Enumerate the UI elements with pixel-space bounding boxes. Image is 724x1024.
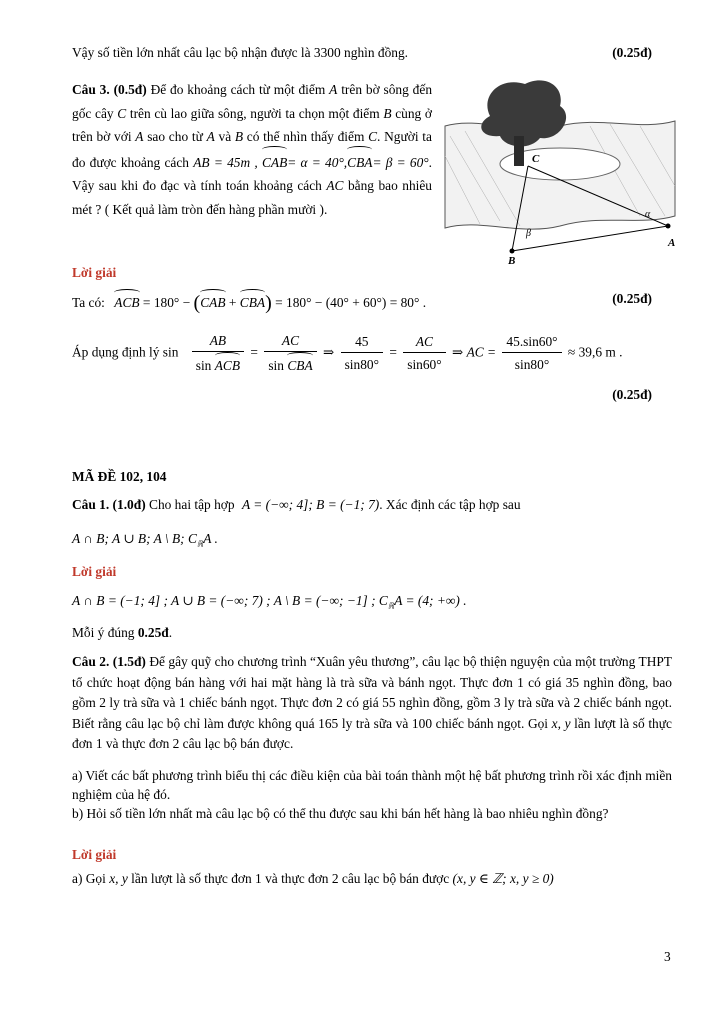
solution-3-heading: Lời giải (72, 265, 117, 280)
solution-2-heading: Lời giải (72, 847, 117, 862)
solution-1-heading: Lời giải (72, 564, 117, 579)
river-figure (440, 76, 680, 266)
question-2-part-a: a) Viết các bất phương trình biểu thị các điều kiện của bài toán thành một hệ bất phương trình rồi xác định miền nghiệm của hệ đó. (72, 768, 672, 802)
label-C: C (532, 153, 540, 165)
question-2: Câu 2. (1.5đ) Để gây quỹ cho chương trình “Xuân yêu thương”, câu lạc bộ thiện nguyện của một trường THPT tổ chức hoạt động bán hàng với hai mặt hàng là trà sữa và bánh ngọt. Thực đơn 1 có giá 35 nghìn đồng, bao gồm 2 ly trà sữa và 1 chiếc bánh ngọt. Thực đơn 2 có giá 55 nghìn đồng, gồm 3 ly trà sữa và 2 chiếc bánh ngọt. Biết rằng câu lạc bộ chỉ làm được không quá 165 ly trà sữa và 100 chiếc bánh ngọt. Gọi x, y lần lượt là số thực đơn 1 và thực đơn 2 câu lạc bộ bán được. (72, 654, 672, 751)
label-alpha: α (645, 209, 651, 220)
prev-conclusion: Vậy số tiền lớn nhất câu lạc bộ nhận được là 3300 nghìn đồng. (72, 45, 409, 60)
label-beta: β (526, 228, 531, 239)
label-A: A (668, 237, 676, 249)
score-sol3-1: (0.25đ) (612, 291, 652, 306)
sine-law-equation: Áp dụng định lý sin $\frac{AB}{\text{sin ACB}}$ = $\frac{AC}{\text{sin CBA}}$ ⇒ $\frac{45}{\sin 80^\circ}$ = $\frac{AC}{\sin 60^\circ}$ ⇒ AC = $\frac{45.\sin 60^\circ}{\sin 80^\circ}$ ≈ 39,6 m . (72, 332, 623, 375)
score-top: (0.25đ) (612, 45, 652, 60)
question-2-part-b: b) Hỏi số tiền lớn nhất mà câu lạc bộ có thể thu được sau khi bán hết hàng là bao nhiêu nghìn đồng? (72, 806, 609, 821)
question-1: Câu 1. (1.0đ) Cho hai tập hợp A = (−∞; 4]; B = (−1; 7). Xác định các tập hợp sau (72, 497, 521, 512)
label-B: B (508, 255, 516, 266)
score-sol3-2: (0.25đ) (612, 387, 652, 402)
page-number: 3 (664, 949, 671, 964)
solution-1-note: Mỗi ý đúng 0.25đ. (72, 625, 173, 640)
question-3: Câu 3. (0.5đ) Để đo khoảng cách từ một điểm A trên bờ sông đến gốc cây C trên cù lao giữa sông, người ta chọn một điểm B cùng ở trên bờ với A sao cho từ A và B có thể nhìn thấy điểm C. Người ta đo được khoảng cách AB = 45m , CAB= α = 40°,CBA= β = 60°. Vậy sau khi đo đạc và tính toán khoảng cách AC bằng bao nhiêu mét ? ( Kết quả làm tròn đến hàng phần mười ). (72, 82, 433, 217)
solution-1-answer: A ∩ B = (−1; 4] ; A ∪ B = (−∞; 7) ; A \ B = (−∞; −1] ; $C_ℝA = (4$; +∞) . (72, 593, 467, 611)
angle-equation: Ta có: ACB = 180° − (CAB + CBA) = 180° − (40° + 60°) = 80° . (72, 292, 427, 314)
question-1-sets: A ∩ B; A ∪ B; A \ B; $C_ℝA$ . (72, 531, 218, 549)
solution-2-part-a: a) Gọi x, y lần lượt là số thực đơn 1 và thực đơn 2 câu lạc bộ bán được (x, y ∈ ℤ; x, y ≥ 0) (72, 871, 554, 886)
exam-code-heading: MÃ ĐỀ 102, 104 (72, 469, 167, 484)
